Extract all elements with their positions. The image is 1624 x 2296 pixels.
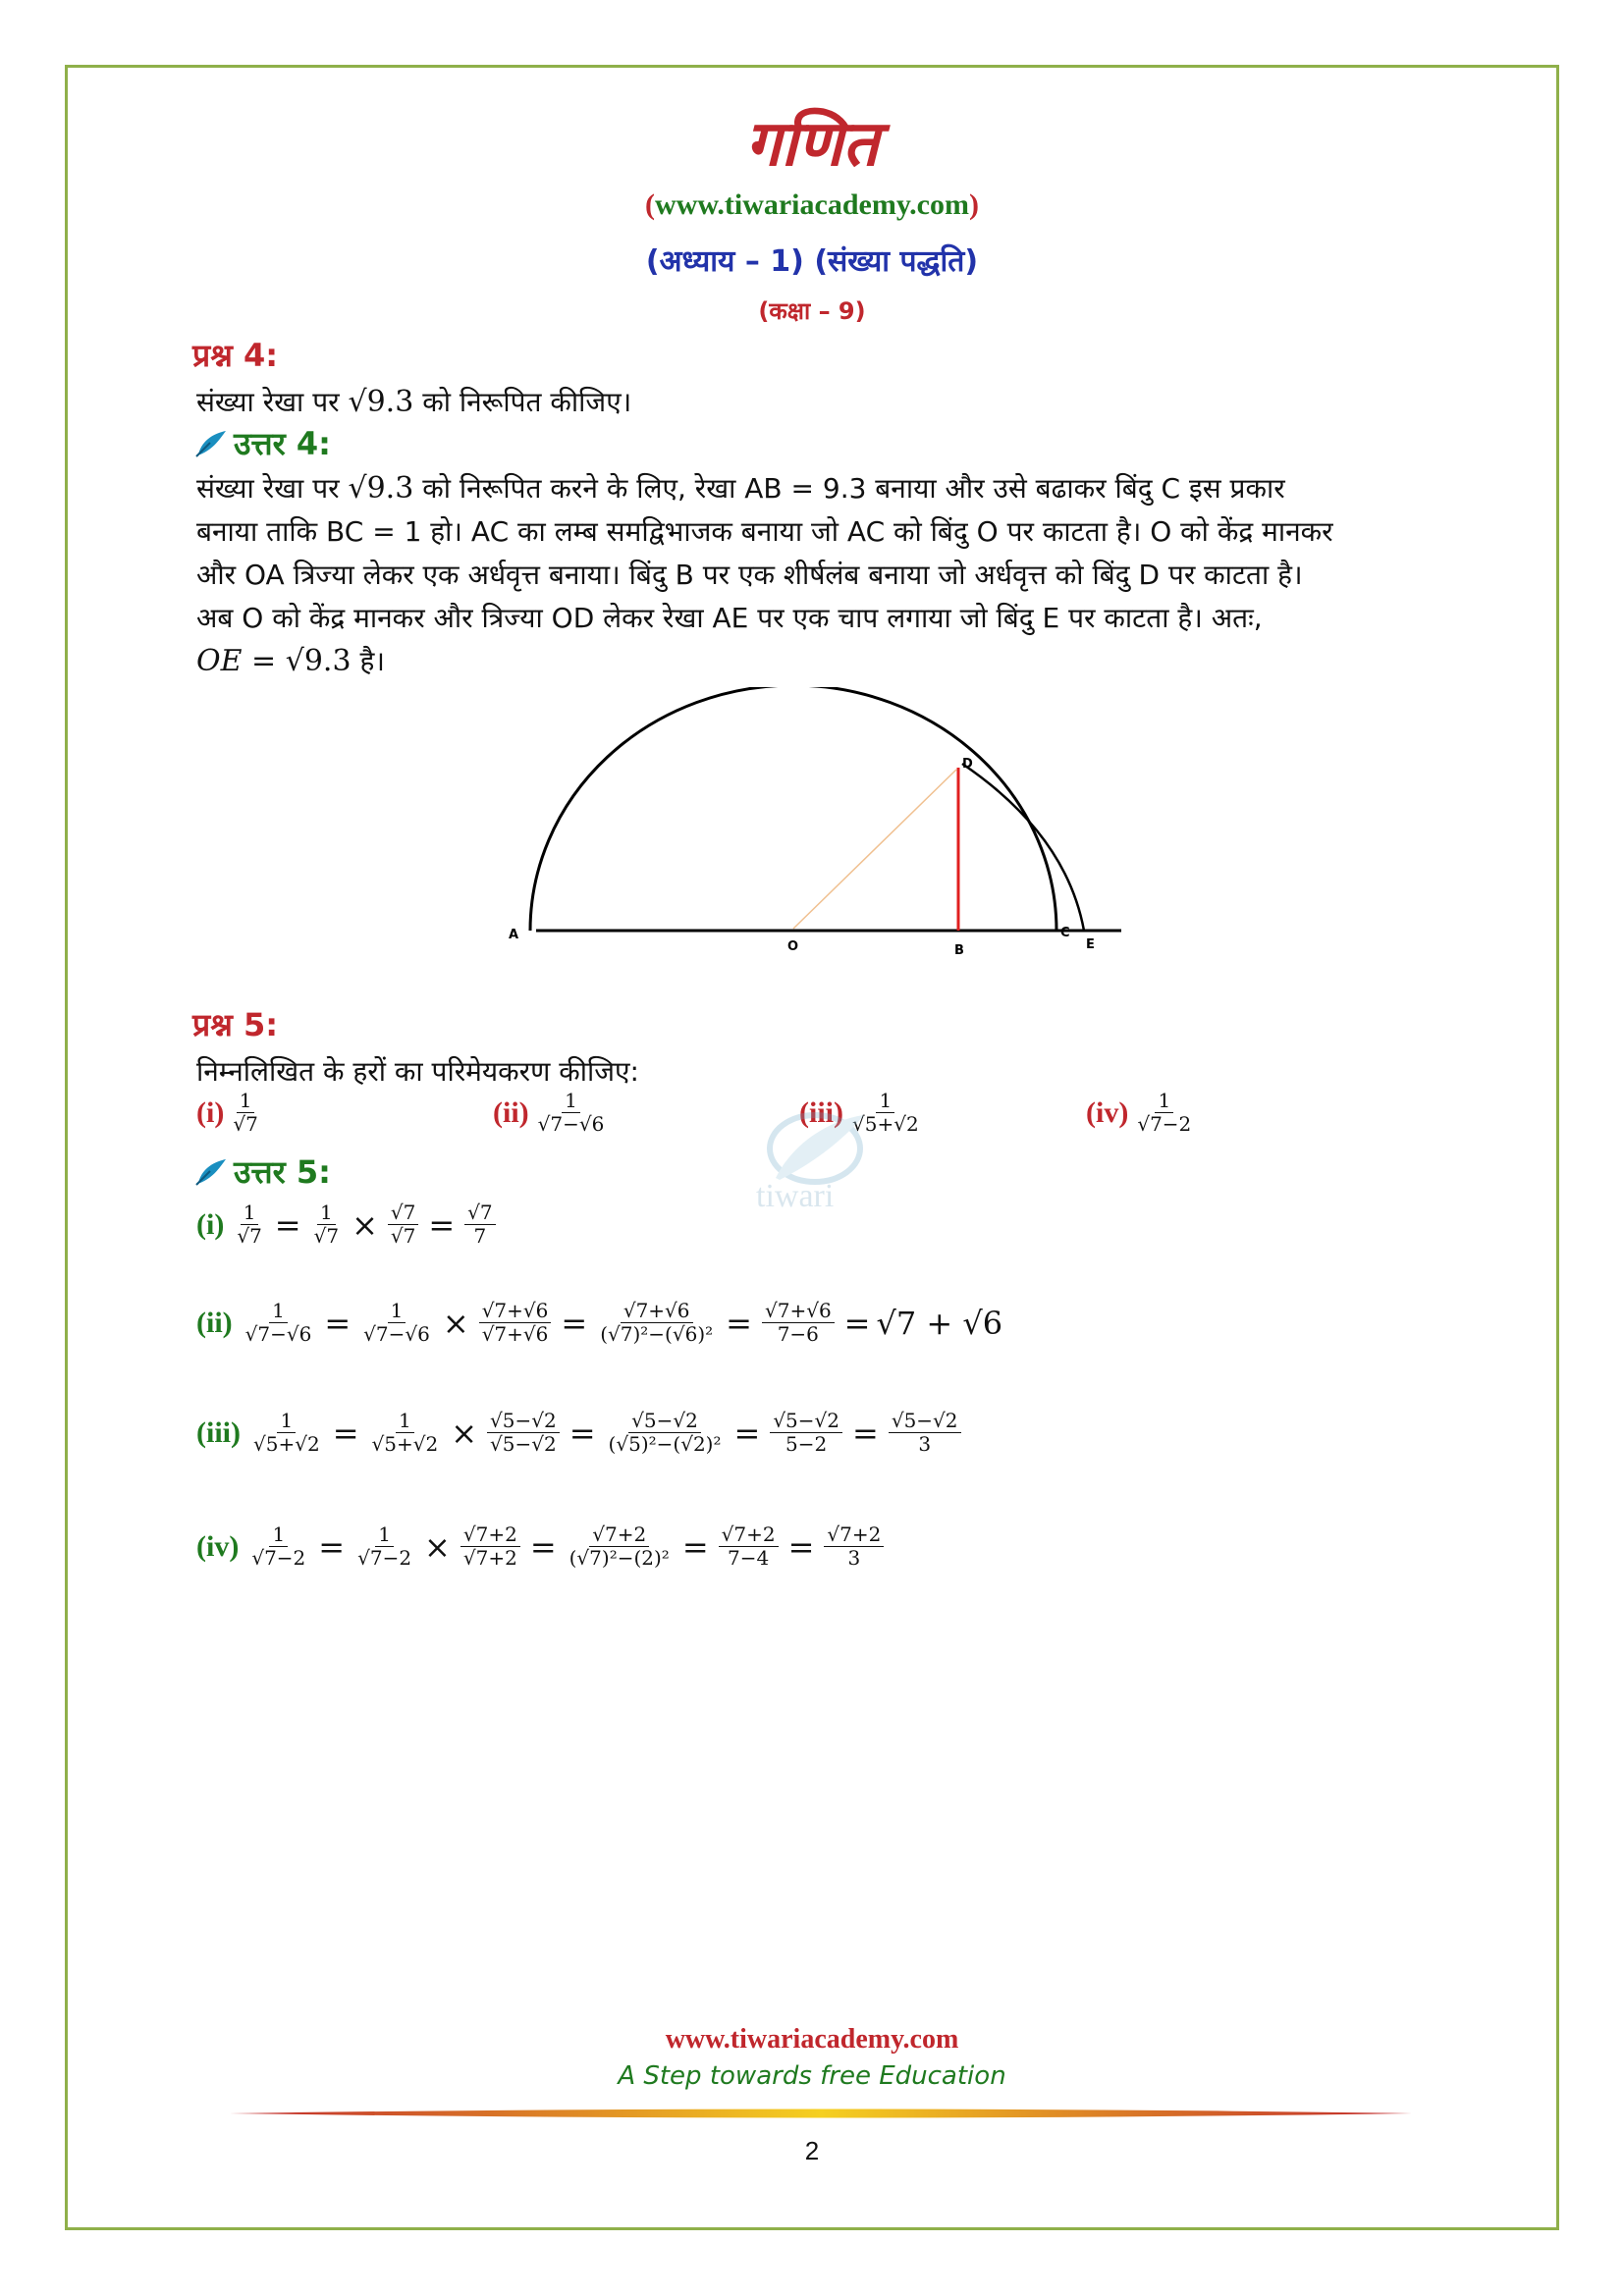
numerator: 1 (269, 1300, 288, 1323)
numerator: √7+2 (460, 1523, 520, 1547)
watermark (756, 1109, 884, 1227)
answer-5-iii (196, 1410, 965, 1456)
numerator: √7+√6 (621, 1300, 693, 1323)
fraction (248, 1523, 308, 1570)
denominator: 3 (918, 1432, 932, 1456)
footer-tagline: A Step towards free Education (618, 2061, 1006, 2091)
denominator: √5+√2 (852, 1112, 919, 1136)
question-4-heading: प्रश्न 4: (192, 337, 279, 374)
numerator: √7+2 (589, 1523, 649, 1547)
times-sign: × (424, 1527, 451, 1566)
answer-5-ii (196, 1300, 1002, 1346)
denominator: (√5)²−(√2)² (608, 1432, 722, 1456)
a4-line1-pre: संख्या रेखा पर (196, 472, 349, 505)
a4-line1-post: को निरूपित करने के लिए, रेखा AB = 9.3 बनाया और उसे बढाकर बिंदु C इस प्रकार (413, 472, 1285, 505)
numerator: 1 (876, 1090, 894, 1113)
denominator: √7−2 (1137, 1112, 1192, 1136)
a4-line5-lhs: OE (196, 644, 243, 678)
header-website[interactable] (0, 188, 1624, 222)
a4-line5-eq: = (242, 644, 286, 678)
numerator: 1 (1155, 1090, 1173, 1113)
fraction (369, 1410, 442, 1456)
answer-5-iv (196, 1523, 888, 1570)
fraction (464, 1201, 495, 1248)
fraction (243, 1300, 315, 1346)
denominator: 5−2 (785, 1432, 828, 1456)
a4-line5-post: है। (351, 645, 385, 677)
equals-sign: = (787, 1527, 815, 1566)
equals-sign: = (568, 1414, 596, 1452)
fraction (460, 1523, 520, 1570)
equals-sign: = (529, 1527, 557, 1566)
denominator: (√7)²−(2)² (568, 1546, 670, 1570)
answer-5-heading (194, 1150, 331, 1193)
fraction (250, 1410, 323, 1456)
item-label: (iv) (196, 1529, 240, 1563)
item-label: (i) (196, 1095, 225, 1129)
numerator: 1 (317, 1201, 336, 1225)
chapter-heading: (अध्याय – 1) (संख्या पद्धति) (645, 244, 979, 279)
numerator: √7+√6 (479, 1300, 552, 1323)
fraction (770, 1410, 842, 1456)
equals-sign: = (318, 1527, 346, 1566)
fraction (479, 1300, 552, 1346)
fraction (824, 1523, 884, 1570)
watermark-text: tiwari (756, 1178, 835, 1214)
denominator: √5−√2 (490, 1432, 557, 1456)
fraction (535, 1090, 608, 1136)
numerator: √5−√2 (770, 1410, 842, 1433)
fraction (597, 1300, 716, 1346)
label-b: B (954, 943, 964, 958)
item-label: (iii) (196, 1415, 241, 1449)
numerator: 1 (237, 1090, 255, 1113)
denominator: √7−√6 (363, 1322, 430, 1346)
numerator: √7 (388, 1201, 418, 1225)
numerator: 1 (375, 1523, 394, 1547)
numerator: 1 (562, 1090, 580, 1113)
feather-logo-icon (194, 429, 228, 458)
a4-line5-sqrt: √9.3 (285, 644, 352, 678)
fraction (567, 1523, 673, 1570)
a4-line-4: अब O को केंद्र मानकर और त्रिज्या OD लेकर रेखा AE पर एक चाप लगाया जो बिंदु E पर काटता है। अतः, (196, 602, 1263, 634)
denominator: (√7)²−(√6)² (600, 1322, 714, 1346)
numerator: √7+√6 (762, 1300, 835, 1323)
item-label: (iv) (1086, 1095, 1129, 1129)
q4-text-after: को निरूपित कीजिए। (413, 386, 632, 418)
numerator: 1 (388, 1300, 406, 1323)
a4-line-2: बनाया ताकि BC = 1 हो। AC का लम्ब समद्विभाजक बनाया जो AC को बिंदु O पर काटता है। O को केंद्र मानकर (196, 515, 1333, 548)
question-5-text: निम्नलिखित के हरों का परिमेयकरण कीजिए: (196, 1055, 639, 1088)
fraction (487, 1410, 560, 1456)
footer-divider (230, 2107, 1412, 2120)
page-number: 2 (804, 2136, 820, 2165)
radius-od (793, 770, 956, 929)
equals-sign: = (733, 1414, 761, 1452)
site-url[interactable]: www.tiwariacademy.com (655, 188, 969, 221)
denominator: √7 (237, 1224, 262, 1248)
answer-5-label: उत्तर 5: (234, 1153, 331, 1191)
numerator: 1 (396, 1410, 414, 1433)
fraction (1134, 1090, 1194, 1136)
equals-sign: = (274, 1205, 301, 1244)
q5-item-i (196, 1090, 261, 1136)
question-5-heading: प्रश्न 5: (192, 1006, 279, 1043)
equals-sign: = (726, 1304, 752, 1342)
denominator: √7+√6 (481, 1322, 549, 1346)
answer-4-text (196, 467, 1473, 683)
class-heading: (कक्षा – 9) (758, 297, 866, 325)
semicircle-arc (530, 687, 1056, 931)
numerator: 1 (269, 1523, 288, 1547)
fraction (889, 1410, 961, 1456)
item-label: (i) (196, 1207, 225, 1241)
fraction (719, 1523, 779, 1570)
item-label: (ii) (196, 1306, 233, 1339)
equals-sign: = (428, 1205, 456, 1244)
denominator: √7 (313, 1224, 340, 1248)
times-sign: × (451, 1414, 478, 1452)
numerator: 1 (277, 1410, 296, 1433)
denominator: √5+√2 (253, 1432, 320, 1456)
numerator: √5−√2 (628, 1410, 701, 1433)
a4-line-3: और OA त्रिज्या लेकर एक अर्धवृत्त बनाया। बिंदु B पर एक शीर्षलंब बनाया जो अर्धवृत्त को बिंदु D पर काटता है। (196, 559, 1303, 591)
numerator: √5−√2 (889, 1410, 961, 1433)
site-paren-close: ) (968, 188, 979, 221)
result: √7 + √6 (876, 1304, 1003, 1342)
fraction (606, 1410, 725, 1456)
numerator: √7 (464, 1201, 495, 1225)
label-e: E (1086, 937, 1095, 952)
a4-line1-sqrt: √9.3 (348, 471, 414, 506)
feather-logo-icon (194, 1157, 228, 1187)
equals-sign: = (681, 1527, 709, 1566)
number-line-figure (491, 687, 1139, 972)
q4-sqrt: √9.3 (348, 385, 414, 419)
q5-item-iv (1086, 1090, 1194, 1136)
q4-text-before: संख्या रेखा पर (196, 386, 349, 418)
denominator: √7−2 (251, 1546, 306, 1570)
denominator: 7 (473, 1224, 487, 1248)
fraction (762, 1300, 835, 1346)
a4-line-1 (196, 467, 1473, 510)
denominator: √7 (233, 1112, 258, 1136)
item-label: (ii) (493, 1095, 529, 1129)
denominator: √7−√6 (537, 1112, 605, 1136)
denominator: √7 (390, 1224, 416, 1248)
fraction (354, 1523, 414, 1570)
equals-sign: = (332, 1414, 359, 1452)
answer-5-i (196, 1201, 500, 1248)
fraction (234, 1201, 264, 1248)
numerator: √5−√2 (487, 1410, 560, 1433)
label-a: A (509, 928, 519, 942)
fraction (311, 1201, 342, 1248)
watermark-feather-icon (756, 1109, 884, 1188)
numerator: √7+2 (719, 1523, 779, 1547)
footer-website[interactable]: www.tiwariacademy.com (665, 2024, 959, 2055)
label-c: C (1060, 926, 1070, 940)
numerator: 1 (241, 1201, 259, 1225)
arc-de (962, 764, 1084, 931)
denominator: 7−6 (777, 1322, 819, 1346)
page-title: गणित (745, 107, 879, 181)
equals-sign: = (852, 1414, 879, 1452)
times-sign: × (352, 1205, 378, 1244)
label-o: O (787, 939, 799, 954)
fraction (388, 1201, 418, 1248)
a4-line-5 (196, 640, 1473, 683)
site-paren-open: ( (645, 188, 656, 221)
fraction (230, 1090, 260, 1136)
times-sign: × (442, 1304, 469, 1342)
denominator: √7−√6 (244, 1322, 312, 1346)
answer-4-label: उत्तर 4: (234, 425, 331, 462)
item-label: (iii) (799, 1095, 843, 1129)
label-d: D (962, 757, 973, 772)
denominator: √5+√2 (371, 1432, 439, 1456)
q5-item-ii (493, 1090, 607, 1136)
question-4-text (196, 381, 631, 424)
fraction (360, 1300, 433, 1346)
equals-sign: = (561, 1304, 588, 1342)
equals-sign: = (324, 1304, 352, 1342)
denominator: √7+2 (462, 1546, 517, 1570)
denominator: 7−4 (728, 1546, 770, 1570)
answer-4-heading (194, 422, 331, 464)
denominator: 3 (847, 1546, 861, 1570)
denominator: √7−2 (357, 1546, 412, 1570)
numerator: √7+2 (824, 1523, 884, 1547)
equals-sign: = (843, 1304, 871, 1342)
